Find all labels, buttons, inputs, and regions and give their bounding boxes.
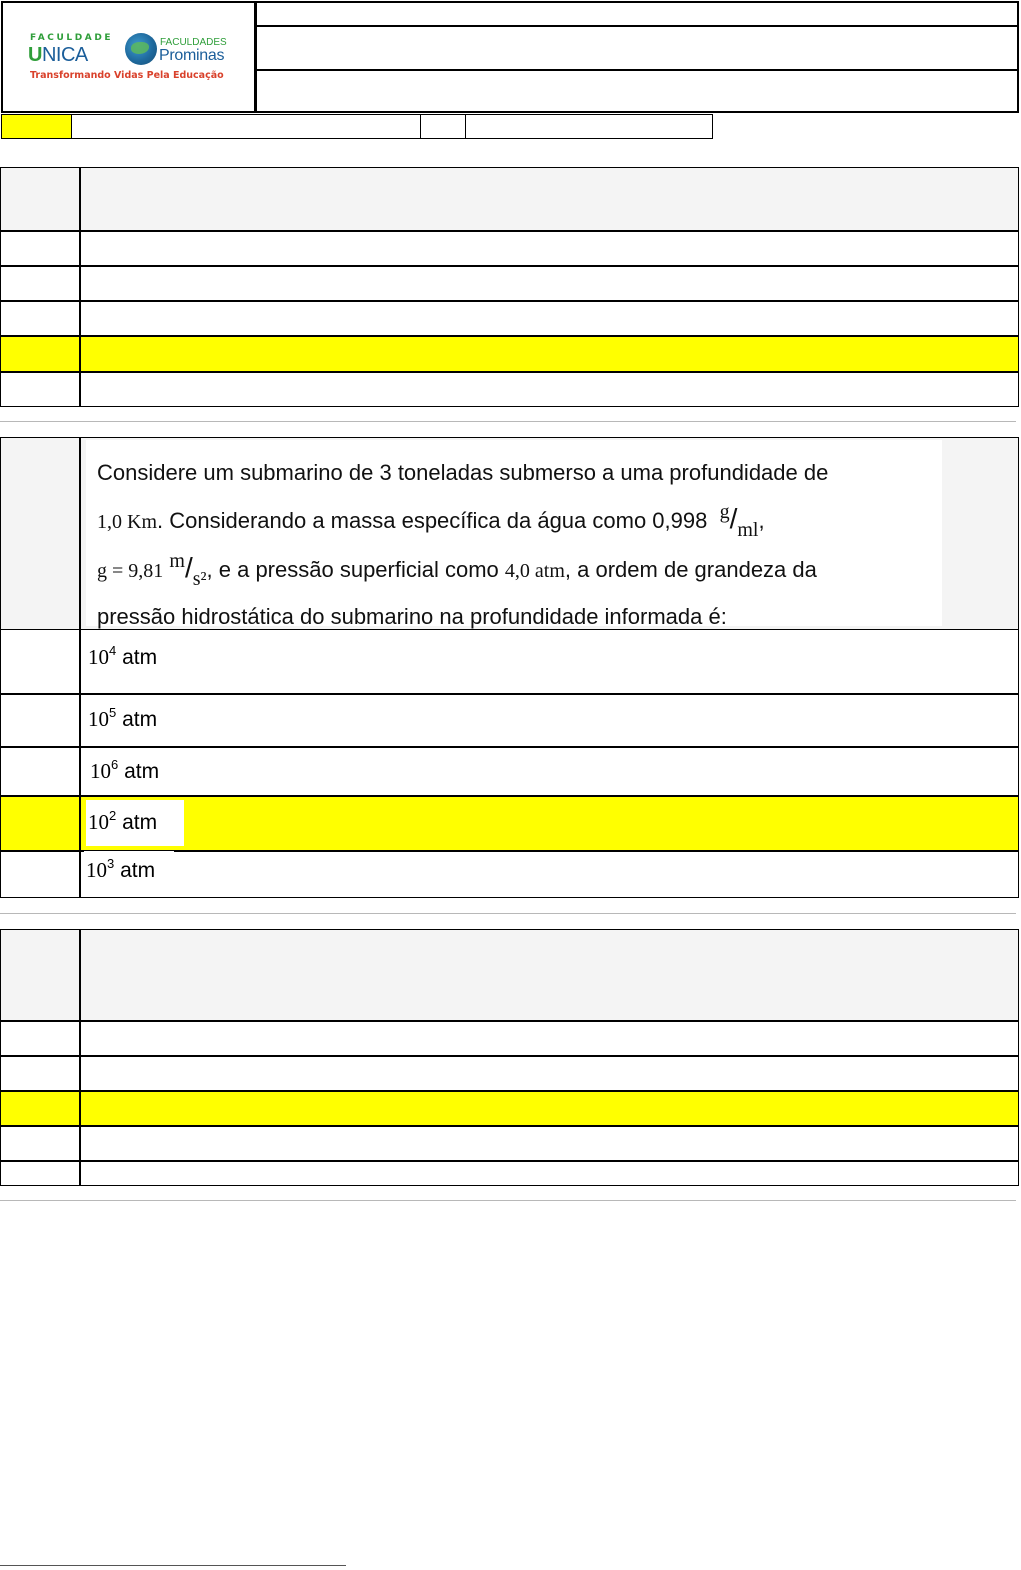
table-row-highlighted — [80, 796, 1019, 851]
table-row — [0, 747, 80, 796]
table-row — [0, 167, 80, 231]
table-row — [0, 929, 80, 1021]
table-row — [80, 266, 1019, 301]
table-row — [0, 372, 80, 407]
info-strip-field-1 — [71, 114, 421, 139]
table-row — [0, 629, 80, 694]
logo-faculdades-text: FACULDADES — [160, 37, 227, 48]
table-row — [80, 747, 1019, 796]
footer-rule — [0, 1565, 346, 1566]
globe-icon — [125, 33, 157, 65]
institution-logo — [28, 30, 243, 90]
info-strip-highlight — [1, 114, 72, 139]
table-row-highlighted — [0, 1091, 80, 1126]
table-row — [0, 266, 80, 301]
table-row — [0, 1126, 80, 1161]
table-row — [0, 851, 80, 898]
table-row — [80, 231, 1019, 266]
logo-tagline: Transformando Vidas Pela Educação — [30, 70, 224, 81]
section-divider — [0, 913, 1016, 914]
table-row — [0, 301, 80, 336]
info-strip-field-3 — [465, 114, 713, 139]
table-row-highlighted — [0, 796, 80, 851]
unit-m-per-s2: m/s² — [169, 550, 207, 590]
table-row — [80, 1021, 1019, 1056]
table-row — [0, 1021, 80, 1056]
logo-unica-text: UNICA — [28, 44, 88, 66]
option-e: $10^3$ atm — [84, 851, 174, 887]
table-row — [80, 929, 1019, 1021]
table-row — [80, 301, 1019, 336]
table-row — [80, 167, 1019, 231]
unit-g-per-ml: g/ml — [719, 501, 759, 541]
question-text: Considere um submarino de 3 toneladas submerso a uma profundidade de 1,0 Km. Considerando a massa específica da água como 0,998 g/ml, g = 9,81 m/s², e a pressão superficial como 4,0 atm, a ordem de grandeza da pressão hidrostática do submarino na profundidade informada é: — [86, 440, 942, 626]
table-row — [80, 851, 1019, 898]
table-row — [0, 437, 80, 630]
table-row — [80, 1126, 1019, 1161]
header-row-1 — [255, 1, 1019, 27]
section-divider — [0, 421, 1016, 422]
option-a: $10^4$ atm — [86, 638, 176, 674]
option-b: $10^5$ atm — [86, 700, 176, 736]
table-row — [0, 1161, 80, 1186]
logo-faculdade-text: FACULDADE — [30, 33, 114, 43]
table-row — [0, 1056, 80, 1091]
table-row — [0, 231, 80, 266]
option-d-correct: $10^2$ atm — [86, 800, 184, 846]
table-row — [80, 629, 1019, 694]
table-row — [80, 694, 1019, 747]
table-row — [80, 372, 1019, 407]
info-strip-field-2 — [420, 114, 466, 139]
header-row-2 — [255, 25, 1019, 71]
table-row-highlighted — [0, 336, 80, 372]
header-row-3 — [255, 69, 1019, 113]
table-row — [80, 1161, 1019, 1186]
table-row — [80, 1056, 1019, 1091]
table-row-highlighted — [80, 336, 1019, 372]
option-c: $10^6$ atm — [88, 752, 178, 788]
table-row — [0, 694, 80, 747]
logo-prominas-text: Prominas — [159, 47, 225, 64]
table-row-highlighted — [80, 1091, 1019, 1126]
section-divider — [0, 1200, 1016, 1201]
